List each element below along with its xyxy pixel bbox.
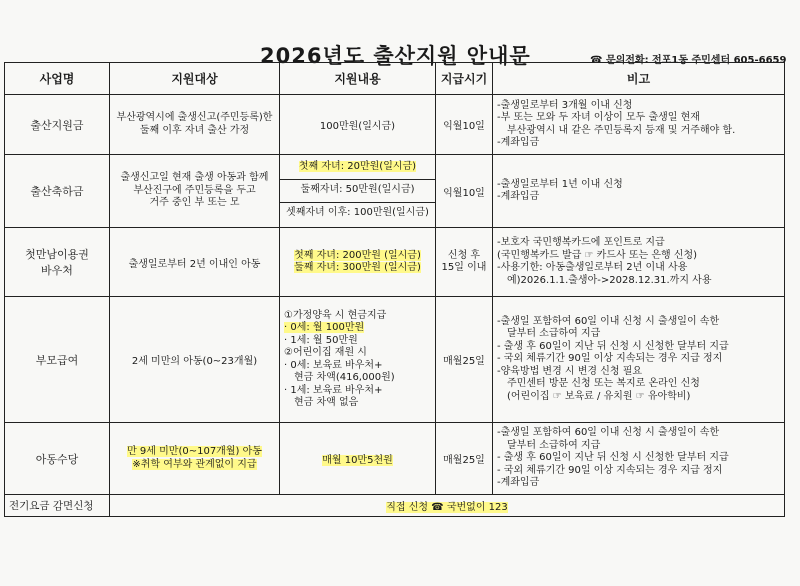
target-line: 만 9세 미만(0~107개월) 아동 <box>127 446 262 457</box>
target-line: 거주 중인 부 또는 모 <box>149 197 240 209</box>
table-row <box>5 297 785 423</box>
note-line: -계좌입금 <box>497 137 540 148</box>
target-line: 부산광역시에 출생신고(주민등록)한 <box>116 112 273 123</box>
content-line: 직접 신청 ☎ 국번없이 123 <box>386 502 508 513</box>
content-line: 첫째 자녀: 20만원(일시금) <box>298 161 417 172</box>
timing-line: 15일 이내 <box>441 262 487 273</box>
notes-cell <box>493 95 785 155</box>
table-row <box>5 423 785 495</box>
program-name: 부모급여 <box>5 297 110 423</box>
target-line: 부산진구에 주민등록을 두고 <box>133 184 256 196</box>
support-table <box>4 62 785 517</box>
content-cell <box>280 155 436 228</box>
note-line: (어린이집 ☞ 보육료 / 유치원 ☞ 유아학비) <box>507 390 691 402</box>
header-target: 지원대상 <box>110 63 280 95</box>
note-line: -계좌입금 <box>497 477 540 489</box>
header-row <box>5 63 785 95</box>
note-line: (국민행복카드 발급 ☞ 카드사 또는 은행 신청) <box>497 249 698 261</box>
contact-info: ☎ 문의전화: 전포1동 주민센터 605-6659 <box>590 55 787 66</box>
note-line: -출생일 포함하여 60일 이내 신청 시 출생일이 속한 <box>497 427 720 439</box>
program-name: 아동수당 <box>5 423 110 495</box>
note-line: 예)2026.1.1.출생아->2028.12.31.까지 사용 <box>507 274 712 286</box>
content-line: ②어린이집 재원 시 <box>284 347 367 358</box>
content-line: · 1세: 보육료 바우처+ <box>284 384 383 396</box>
note-line: -출생일로부터 3개월 이내 신청 <box>497 99 633 111</box>
note-line: - 출생 후 60일이 지난 뒤 신청 시 신청한 달부터 지급 <box>497 452 729 464</box>
note-line: -보호자 국민행복카드에 포인트로 지급 <box>497 237 665 248</box>
program-name: 출산축하금 <box>5 155 110 228</box>
target-line: ※취학 여부와 관계없이 지급 <box>132 458 257 470</box>
note-line: 주민센터 방문 신청 또는 복지로 온라인 신청 <box>507 378 700 390</box>
content-line: 현금 차액(416,000원) <box>294 372 395 383</box>
note-line: 부산광역시 내 같은 주민등록지 등재 및 거주해야 함. <box>507 124 736 136</box>
target-cell <box>110 95 280 155</box>
content-cell <box>280 297 436 423</box>
program-name-line: 바우처 <box>41 264 73 277</box>
note-line: 달부터 소급하여 지급 <box>507 439 601 451</box>
notes-cell <box>493 155 785 228</box>
timing-cell <box>436 228 493 297</box>
content-line: 현금 차액 없음 <box>294 397 359 408</box>
content-line: 첫째 자녀: 200만원 (일시금) <box>294 249 421 261</box>
target-cell <box>110 423 280 495</box>
notes-cell <box>493 228 785 297</box>
content-cell <box>280 423 436 495</box>
target-line: 둘째 이후 자녀 출산 가정 <box>139 124 250 136</box>
target-cell <box>110 155 280 228</box>
notes-cell <box>493 423 785 495</box>
page-title: 2026년도 출산지원 안내문 <box>260 44 531 68</box>
program-name: 출산지원금 <box>5 95 110 155</box>
header-content: 지원내용 <box>280 63 436 95</box>
note-line: -사용기한: 아동출생일로부터 2년 이내 사용 <box>497 262 688 273</box>
note-line: 달부터 소급하여 지급 <box>507 328 601 340</box>
note-line: -계좌입금 <box>497 191 540 202</box>
table-row <box>5 95 785 155</box>
table-row <box>5 228 785 297</box>
table-row <box>5 155 785 228</box>
notes-cell <box>493 297 785 423</box>
timing-cell: 익월10일 <box>436 155 493 228</box>
target-line: 출생신고일 현재 출생 아동과 함께 <box>120 172 269 184</box>
content-cell <box>280 228 436 297</box>
content-line: ①가정양육 시 현금지급 <box>284 309 387 321</box>
content-line: · 0세: 보육료 바우처+ <box>284 359 383 371</box>
note-line: - 국외 체류기간 90일 이상 지속되는 경우 지급 정지 <box>497 464 723 476</box>
header-program: 사업명 <box>5 63 110 95</box>
content-line: · 1세: 월 50만원 <box>284 334 358 346</box>
program-name <box>5 228 110 297</box>
header-notes: 비고 <box>493 63 785 95</box>
target-cell: 2세 미만의 아동(0~23개월) <box>110 297 280 423</box>
note-line: - 국외 체류기간 90일 이상 지속되는 경우 지급 정지 <box>497 353 723 365</box>
header-timing: 지급시기 <box>436 63 493 95</box>
target-cell: 출생일로부터 2년 이내인 아동 <box>110 228 280 297</box>
content-line: 셋째자녀 이후: 100만원(일시금) <box>286 207 429 218</box>
timing-cell: 매월25일 <box>436 423 493 495</box>
note-line: -출생일로부터 1년 이내 신청 <box>497 178 623 190</box>
content-line: 둘째 자녀: 300만원 (일시금) <box>294 262 421 273</box>
timing-cell: 매월25일 <box>436 297 493 423</box>
timing-line: 신청 후 <box>447 249 481 261</box>
content-line: · 0세: 월 100만원 <box>284 322 365 333</box>
content-line: 매월 10만5천원 <box>322 455 393 466</box>
timing-cell: 익월10일 <box>436 95 493 155</box>
content-cell <box>110 495 785 517</box>
program-name: 전기요금 감면신청 <box>5 495 110 517</box>
note-line: - 출생 후 60일이 지난 뒤 신청 시 신청한 달부터 지급 <box>497 340 729 352</box>
note-line: -부 또는 모와 두 자녀 이상이 모두 출생일 현재 <box>497 112 700 123</box>
content-line: 둘째자녀: 50만원(일시금) <box>300 184 415 195</box>
note-line: -출생일 포함하여 60일 이내 신청 시 출생일이 속한 <box>497 315 720 327</box>
table-row <box>5 495 785 517</box>
program-name-line: 첫만남이용권 <box>25 248 89 261</box>
note-line: -양육방법 변경 시 변경 신청 필요 <box>497 365 643 377</box>
content-cell: 100만원(일시금) <box>280 95 436 155</box>
